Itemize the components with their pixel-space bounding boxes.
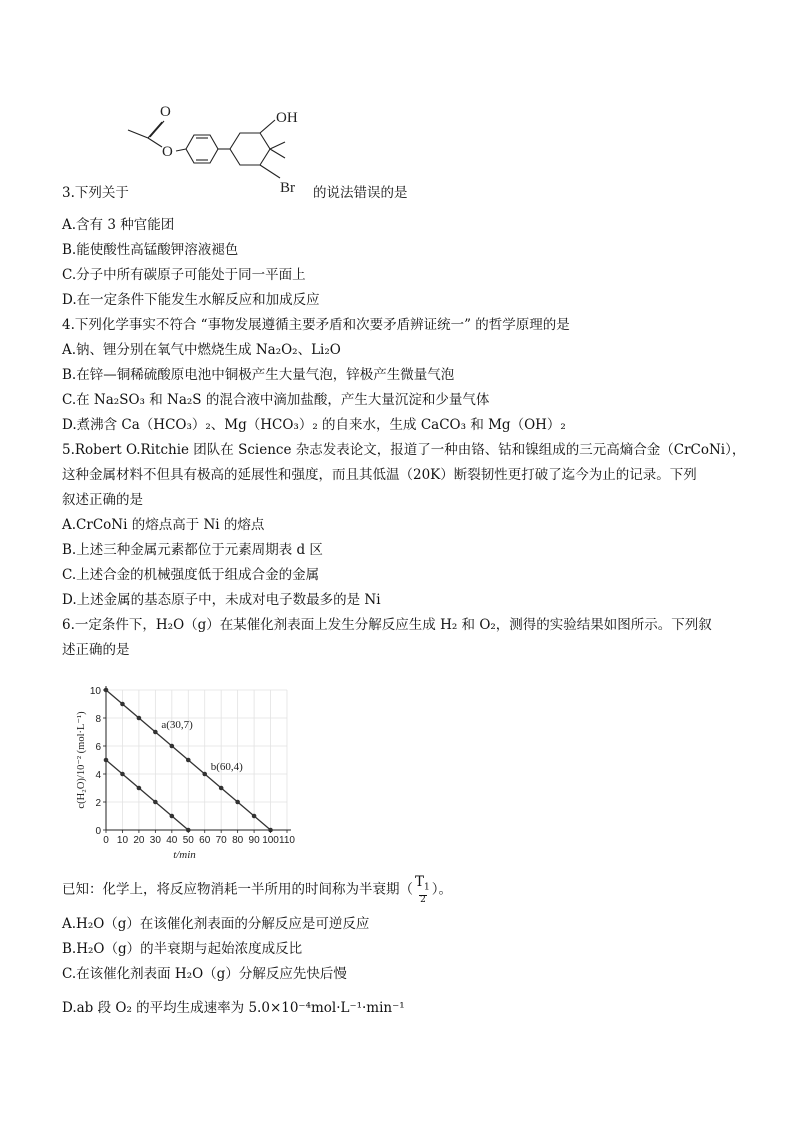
series-point — [186, 758, 191, 763]
q5-option-a: A.CrCoNi 的熔点高于 Ni 的熔点 — [62, 517, 265, 533]
q3-stem-suffix: 的说法错误的是 — [313, 185, 408, 201]
series-point — [268, 828, 273, 833]
series-point — [153, 800, 158, 805]
q5-option-d: D.上述金属的基态原子中，未成对电子数最多的是 Ni — [62, 592, 381, 608]
bromo-label: Br — [280, 180, 295, 196]
x-tick-label: 80 — [232, 835, 244, 846]
q6-option-a: A.H₂O（g）在该催化剂表面的分解反应是可逆反应 — [62, 916, 370, 932]
q3-option-d: D.在一定条件下能发生水解反应和加成反应 — [62, 292, 320, 308]
series-point — [186, 828, 191, 833]
q5-option-c: C.上述合金的机械强度低于组成合金的金属 — [62, 567, 320, 583]
half-life-frac-top: 1 — [424, 882, 430, 893]
q5-stem-line-2: 这种金属材料不但具有极高的延展性和强度，而且其低温（20K）断裂韧性更打破了迄今为止的记录。下列 — [62, 467, 697, 483]
half-life-frac-bot: 2 — [420, 894, 426, 905]
x-axis-label: t/min — [173, 849, 196, 861]
series-point — [104, 758, 109, 763]
half-life-note-suffix: ）。 — [431, 881, 452, 898]
q4-option-c: C.在 Na₂SO₃ 和 Na₂S 的混合液中滴加盐酸，产生大量沉淀和少量气体 — [62, 392, 490, 408]
y-axis-label: c(H₂O)/10⁻² (mol·L⁻¹) — [76, 711, 87, 809]
y-tick-label: 4 — [95, 770, 101, 781]
q6-option-c: C.在该催化剂表面 H₂O（g）分解反应先快后慢 — [62, 966, 347, 982]
half-life-note — [62, 875, 452, 905]
half-life-note-prefix: 已知：化学上，将反应物消耗一半所用的时间称为半衰期（ — [62, 881, 413, 898]
q4-option-b: B.在锌—铜稀硫酸原电池中铜极产生大量气泡，锌极产生微量气泡 — [62, 367, 455, 383]
q3-option-b: B.能使酸性高锰酸钾溶液褪色 — [62, 242, 239, 258]
ester-o-label: O — [162, 144, 173, 160]
x-tick-label: 60 — [199, 835, 211, 846]
x-tick-label: 50 — [182, 835, 194, 846]
series-point — [252, 814, 257, 819]
y-tick-label: 6 — [95, 742, 101, 753]
y-tick-label: 0 — [95, 826, 101, 837]
series-point — [104, 688, 109, 693]
series-point — [137, 716, 142, 721]
x-tick-label: 20 — [133, 835, 145, 846]
x-tick-label: 30 — [149, 835, 161, 846]
y-tick-label: 10 — [89, 686, 101, 697]
q5-option-b: B.上述三种金属元素都位于元素周期表 d 区 — [62, 542, 323, 558]
y-tick-label: 2 — [95, 798, 101, 809]
series-point — [137, 786, 142, 791]
half-life-symbol — [415, 875, 430, 905]
q3-option-c: C.分子中所有碳原子可能处于同一平面上 — [62, 267, 306, 283]
q6-stem-line-1: 6.一定条件下，H₂O（g）在某催化剂表面上发生分解反应生成 H₂ 和 O₂，测得的实验结果如图所示。下列叙 — [62, 617, 712, 633]
half-life-T: T — [415, 874, 425, 890]
y-tick-label: 8 — [95, 714, 101, 725]
q3-stem-prefix: 3.下列关于 — [62, 185, 129, 201]
q3-option-a: A.含有 3 种官能团 — [62, 217, 175, 233]
hydroxyl-label: OH — [276, 110, 298, 126]
carbonyl-o-label: O — [160, 104, 171, 120]
q4-stem: 4.下列化学事实不符合 “事物发展遵循主要矛盾和次要矛盾辨证统一” 的哲学原理的是 — [62, 317, 570, 333]
x-tick-label: 0 — [103, 835, 109, 846]
q6-option-d: D.ab 段 O₂ 的平均生成速率为 5.0×10⁻⁴mol·L⁻¹·min⁻¹ — [62, 1000, 405, 1016]
series-point — [235, 800, 240, 805]
q5-stem-line-1: 5.Robert O.Ritchie 团队在 Science 杂志发表论文，报道了一种由铬、钴和镍组成的三元高熵合金（CrCoNi）， — [62, 442, 746, 458]
q4-option-a: A.钠、锂分别在氧气中燃烧生成 Na₂O₂、Li₂O — [62, 342, 341, 358]
series-point — [153, 730, 158, 735]
point-annotation: b(60,4) — [210, 761, 243, 773]
x-tick-label: 10 — [116, 835, 129, 846]
series-point — [170, 744, 175, 749]
series-point — [219, 786, 224, 791]
x-tick-label: 90 — [248, 835, 260, 846]
molecule-structure — [120, 100, 320, 198]
point-annotation: a(30,7) — [161, 719, 193, 731]
series-point — [120, 772, 125, 777]
concentration-time-chart — [62, 678, 297, 862]
series-point — [170, 814, 175, 819]
series-point — [202, 772, 207, 777]
q5-stem-line-3: 叙述正确的是 — [62, 492, 143, 508]
q4-option-d: D.煮沸含 Ca（HCO₃）₂、Mg（HCO₃）₂ 的自来水，生成 CaCO₃ 和 Mg（OH）₂ — [62, 417, 566, 433]
x-tick-label: 110 — [279, 835, 295, 846]
series-line-2 — [106, 760, 188, 830]
x-tick-label: 40 — [166, 835, 178, 846]
x-tick-label: 100 — [262, 835, 279, 846]
x-tick-label: 70 — [215, 835, 227, 846]
q6-stem-line-2: 述正确的是 — [62, 642, 130, 658]
q6-option-b: B.H₂O（g）的半衰期与起始浓度成反比 — [62, 941, 303, 957]
series-point — [120, 702, 125, 707]
